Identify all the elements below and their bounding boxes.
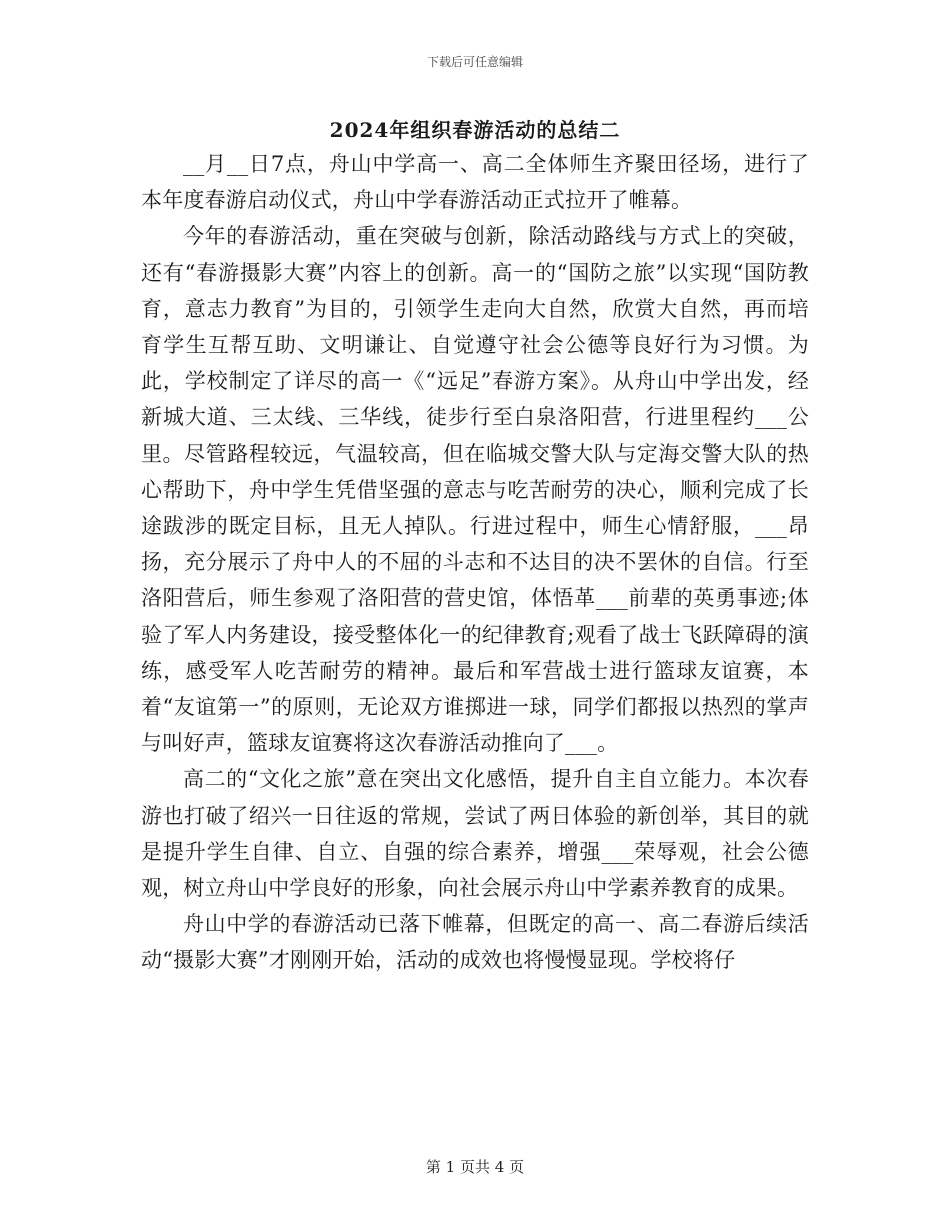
paragraph: 高二的“文化之旅”意在突出文化感悟，提升自主自立能力。本次春游也打破了绍兴一日往返的常规，尝试了两日体验的新创举，其目的就是提升学生自律、自立、自强的综合素养，增强___荣辱观，社会公德观，树立舟山中学良好的形象，向社会展示舟山中学素养教育的成果。 <box>141 767 809 901</box>
paragraph: 今年的春游活动，重在突破与创新，除活动路线与方式上的突破，还有“春游摄影大赛”内容上的创新。高一的“国防之旅”以实现“国防教育，意志力教育”为目的，引领学生走向大自然，欣赏大自然，再而培育学生互帮互助、文明谦让、自觉遵守社会公德等良好行为习惯。为此，学校制定了详尽的高一《“远足”春游方案》。从舟山中学出发，经新城大道、三太线、三华线，徒步行至白泉洛阳营，行进里程约___公里。尽管路程较远，气温较高，但在临城交警大队与定海交警大队的热心帮助下，舟中学生凭借坚强的意志与吃苦耐劳的决心，顺利完成了长途跋涉的既定目标，且无人掉队。行进过程中，师生心情舒服，___昂扬，充分展示了舟中人的不屈的斗志和不达目的决不罢休的自信。行至洛阳营后，师生参观了洛阳营的营史馆，体悟革___前辈的英勇事迹;体验了军人内务建设，接受整体化一的纪律教育;观看了战士飞跃障碍的演练，感受军人吃苦耐劳的精神。最后和军营战士进行篮球友谊赛，本着“友谊第一”的原则，无论双方谁掷进一球，同学们都报以热烈的掌声与叫好声，篮球友谊赛将这次春游活动推向了___。 <box>141 224 809 756</box>
document-title: 2024年组织春游活动的总结二 <box>329 118 621 142</box>
header-note: 下载后可任意编辑 <box>426 55 523 69</box>
page-number: 第 1 页共 4 页 <box>425 1158 525 1176</box>
document-body <box>141 146 809 979</box>
paragraph: 舟山中学的春游活动已落下帷幕，但既定的高一、高二春游后续活动“摄影大赛”才刚刚开始，活动的成效也将慢慢显现。学校将仔 <box>141 912 809 973</box>
paragraph: __月__日7点，舟山中学高一、高二全体师生齐聚田径场，进行了本年度春游启动仪式，舟山中学春游活动正式拉开了帷幕。 <box>141 152 809 213</box>
